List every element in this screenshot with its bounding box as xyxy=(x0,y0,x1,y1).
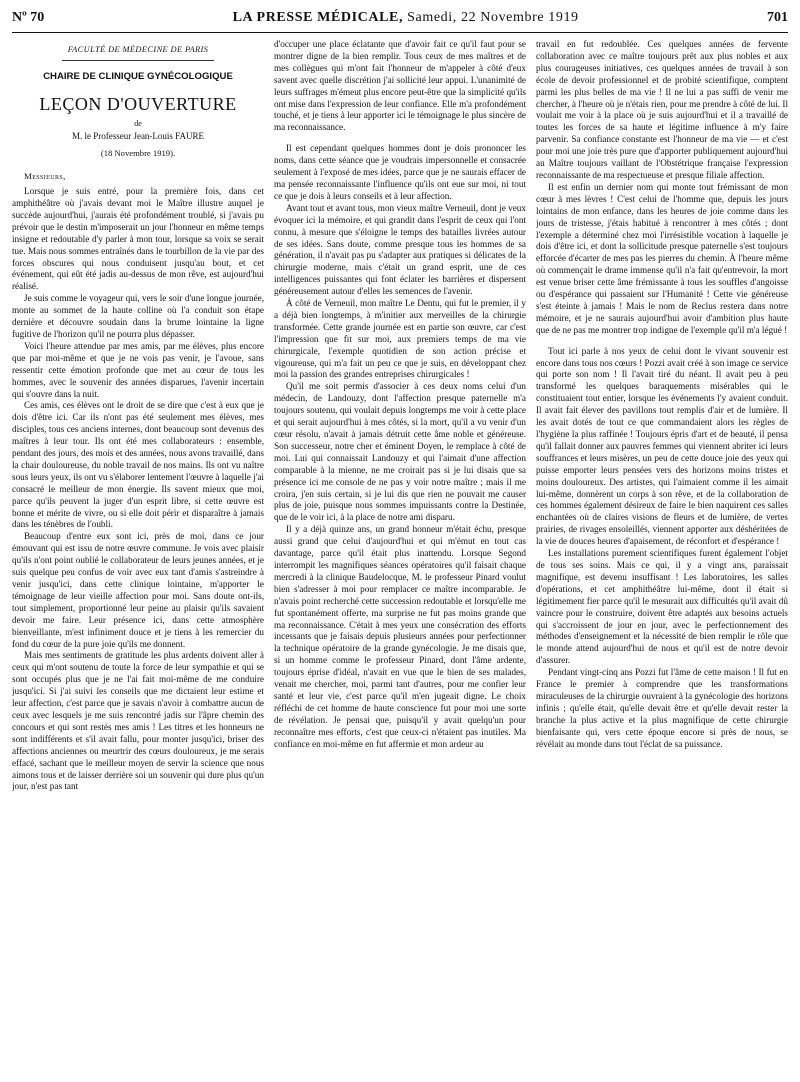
paragraph: Voici l'heure attendue par mes amis, par me élèves, plus encore que par moi-même et que je ne vois pas venir, je l'avoue, sans ressentir cette émotion profonde que met au cœur de tous les hommes, avec le souvenir des années disparues, l'avenir incertain qui s'ouvre dans la nuit. xyxy=(12,340,264,399)
column-1 xyxy=(12,39,264,1079)
issue-number: Nº 70 xyxy=(12,10,45,25)
paragraph: Avant tout et avant tous, mon vieux maître Verneuil, dont je veux évoquer ici la mémoire, et qui grandit dans l'esprit de ceux qui l'ont connu, à mesure que s'éloigne le temps des batailles livrées autour de ses idées. Sans doute, comme presque tous les hommes de sa génération, il n'avait pas pu s'adapter aux pratiques si délicates de la chirurgie moderne, mais c'était un grand esprit, une de ces intelligences puissantes qui font éclater les barrières et dispersent généreusement autour d'elles les semences de l'avenir. xyxy=(274,202,526,297)
masthead-rule xyxy=(12,32,788,33)
paragraph: Il est enfin un dernier nom qui monte tout frémissant de mon cœur à mes lèvres ! C'est celui de l'homme que, depuis les jours lointains de mon enfance, dans les heures de joie comme dans les jours de tristesse, j'étais habitué à rencontrer à mes côtés ; dont l'exemple a déterminé chez moi l'irrésistible vocation à laquelle je dois d'être ici, et dont la sollicitude presque paternelle s'est toujours efforcée d'écarter de mes pas les pierres du chemin. À l'heure même où commençait le drame immense qu'il n'a fait qu'entrevoir, la mort est venue briser cette âme frémissante à tous les souffles d'angoisse ou d'espérance qui passaient sur l'Humanité ! Cette vie généreuse s'est éteinte à jamais ! Mais le nom de Reclus restera dans notre mémoire, et je ne saurais aujourd'hui avoir d'ambition plus haute que de ne pas me montrer trop indigne de l'exemple qu'il m'a légué ! xyxy=(536,181,788,335)
paragraph: Beaucoup d'entre eux sont ici, près de moi, dans ce jour émouvant qui est issu de notre œuvre commune. Je vois avec plaisir qu'ils n'ont point oublié le collaborateur de leurs jeunes années, et je suis quelque peu confus de voir avec eux tant d'amis s'astreindre à venir jusqu'ici, dans cette clinique lointaine, m'apporter le témoignage de leur vieille affection pour moi. Sans doute ont-ils, tout simplement, proportionné leur peine au plaisir qu'ils savaient devoir me faire. Leur présence ici, dans cette atmosphère bienveillante, m'est infiniment douce et je tiens à les remercier du fond du cœur de la pure joie qu'ils me donnent. xyxy=(12,531,264,649)
professor-name: M. le Professeur Jean-Louis FAURE xyxy=(71,130,205,141)
paragraph: Les installations purement scientifiques furent également l'objet de tous ses soins. Mais ce qui, il y a vingt ans, paraissait magnifique, est devenu insuffisant ! Les laboratoires, les salles d'opérations, et cet amphithéâtre lui-même, dont il était si légitimement fier parce qu'il le mesurait aux difficultés qu'il avait dû vaincre pour le construire, doivent être adaptés aux besoins actuels qui s'accroissent de jour en jour, avec le perfectionnement des méthodes d'enseignement et la nécessité de bien remplir le rôle que le monde attend aujourd'hui de nous et qu'il est de notre devoir d'assurer. xyxy=(536,548,788,666)
paragraph: d'occuper une place éclatante que d'avoir fait ce qu'il faut pour se montrer digne de la bien remplir. Tous ceux de mes maîtres et de mes collègues qui m'ont fait l'honneur de m'appeler à côté d'eux savent avec quelle discrétion j'ai sollicité leur appui. L'unanimité de leurs suffrages m'émeut plus encore peut-être que la simplicité qu'ils ont mise dans l'expression de leur confiance. Elle m'a profondément touché, et je tiens à leur apporter ici le témoignage le plus sincère de ma reconnaissance. xyxy=(274,39,526,133)
paragraph: Mais mes sentiments de gratitude les plus ardents doivent aller à ceux qui m'ont soutenu de toute la force de leur sympathie et qui se sont occupés plus que je ne l'ai fait moi-même de me conduire jusqu'ici. Si j'ai suivi les conseils que me dictaient leur estime et leur affection, c'est parce que je savais n'avoir à combattre aucun de ceux avec lesquels je me suis rencontré jadis sur l'âpre chemin des concours et qui sont restés mes amis ! Les titres et les honneurs ne sont indifférents et s'il avait fallu, pour monter jusqu'ici, briser des affections anciennes ou meurtrir des cœurs douloureux, je me serais effacé, sachant que le meilleur moyen de servir la science que nous aimons tous et de laisser derrière soi un souvenir qui dure plus qu'un jour, n'est pas tant xyxy=(12,650,264,792)
paragraph: Il y a déjà quinze ans, un grand honneur m'était échu, presque aussi grand que celui d'aujourd'hui et qui m'émut en tout cas davantage, parce qu'il était plus inattendu. Lorsque Segond interrompit les magnifiques séances opératoires qu'il faisait chaque mercredi à la clinique Baudelocque, M. le professeur Pinard voulut bien s'adresser à moi pour remplacer ce maître incomparable. Je n'avais point recherché cette succession redoutable et lorsqu'elle me fut spontanément offerte, ma surprise ne fut pas moins grande que ma reconnaissance. C'était à mes yeux une consécration des efforts incessants que je faisais depuis plusieurs années pour perfectionner la technique opératoire de la grande gynécologie. Je me disais que, si un homme comme le professeur Pinard, dont l'âme ardente, toujours éprise d'idéal, n'avait en vue que le bien de ses malades, venait me chercher, moi, parmi tant d'autres, pour me confier leur santé et leur vie, c'est parce qu'il m'en jugeait digne. Le choix réfléchi de cet homme de haute conscience fut pour moi une sorte de révélation. Je pensai que, puisqu'il y avait quelqu'un pour reconnaître mes efforts, c'est que ceux-ci n'étaient pas inutiles. Ma confiance en moi-même en fut affermie et mon ardeur au xyxy=(274,524,526,749)
faculty-heading: FACULTÉ DE MÉDECINE DE PARIS xyxy=(67,45,209,54)
issue-date: Samedi, 22 Novembre 1919 xyxy=(407,10,579,25)
journal-title-line xyxy=(233,10,579,26)
paragraph: Ces amis, ces élèves ont le droit de se dire que c'est à eux que je dois d'être ici. Car ils n'ont pas été seulement mes élèves, mes disciples, tous ces anciens internes, dont beaucoup sont devenus des maîtres à leur tour. Ils ont été mes collaborateurs : ensemble, pendant des jours, des mois et des années, nous avons travaillé, dans la chair douloureuse, du noble travail de nos mains. Ils ont vu naître sous leurs yeux, ils ont vu s'élaborer lentement l'œuvre à laquelle j'ai consacré le meilleur de mon énergie. Ils savent mieux que moi, parce qu'ils peuvent la juger d'un esprit libre, si cette œuvre est bonne et mérite de vivre, ou si elle doit périr et disparaître à jamais dans les ténèbres de l'oubli. xyxy=(12,400,264,530)
paragraph: Il est cependant quelques hommes dont je dois prononcer les noms, dans cette séance que je voudrais impersonnelle et consacrée seulement à l'exposé de mes idées, parce que je ne saurais effacer de ma pensée reconnaissante l'influence qu'ils ont eue sur moi, ni tout ce que je dois à leurs conseils et à leur affection. xyxy=(274,143,526,201)
faculty-divider xyxy=(62,60,213,61)
paragraph: Pendant vingt-cinq ans Pozzi fut l'âme de cette maison ! Il fut en France le premier à comprendre que les transformations miraculeuses de la chirurgie ouvraient à la gynécologie des horizons infinis ; qu'elle était, qu'elle devait être et qu'elle devait rester la branche la plus active et la plus magnifique de cette chirurgie bienfaisante qui, vers cette époque encore si près de nous, se révélait au monde dans tout l'éclat de sa puissance. xyxy=(536,667,788,749)
journal-title: LA PRESSE MÉDICALE, xyxy=(232,10,404,25)
paragraph: Lorsque je suis entré, pour la première fois, dans cet amphithéâtre où j'avais devant moi le Maître illustre auquel je succède aujourd'hui, j'aurais été profondément troublé, si j'avais pu prévoir que le destin m'imposerait un jour l'honneur en même temps insigne et redoutable d'y parler à mon tour, lorsque sa voix se serait tue. Mais nous sommes entraînés dans le tourbillon de la vie par des forces obscures qui nous conduisent jusqu'au bout, et cet événement, qui eût été jadis au-dessus de mon rêve, est aujourd'hui réalisé. xyxy=(12,186,264,292)
paragraph: Tout ici parle à nos yeux de celui dont le vivant souvenir est encore dans tous nos cœurs ! Pozzi avait créé à son image ce service qui porte son nom ! Il l'avait tiré du néant. Il avait peu à peu transformé les quelques baraquements misérables qui le constituaient tout entier, lorsque les événements l'y avaient conduit. Il avait fait élever des pavillons tout remplis d'air et de lumière. Il les avait dotés de tout ce que commandaient alors les règles de l'hygiène la plus raffinée ! Toujours épris d'art et de beauté, il pensa qu'il fallait donner aux pauvres femmes qui viennent abriter ici leurs souffrances et leurs misères, un peu de cette douce joie des yeux qui puisse emporter leurs pensées vers des horizons moins tristes et moins douloureux. Des artistes, qui l'aimaient comme il les aimait lui-même, donnèrent un corps à son rêve, et de la collaboration de ces hommes également désireux de faire le bien naquirent ces salles enchantées où de claires visions de fleurs et de lumière, de vertes prairies, de rivages ensoleillés, viennent apporter aux déshéritées de la vie de douces heures d'apaisement, de réconfort et d'espérance ! xyxy=(536,345,788,547)
paragraph: À côté de Verneuil, mon maître Le Dentu, qui fut le premier, il y a déjà bien longtemps, à m'initier aux merveilles de la chirurgie transformée. Cette grande journée est en partie son œuvre, car c'est l'impression que fit sur moi, aux premiers temps de ma vie chirurgicale, l'exemple quotidien de son action précise et vigoureuse, qui m'a fait un peu ce que je suis, en développant chez moi la passion des grandes entreprises chirurgicales ! xyxy=(274,298,526,380)
lecture-title: LEÇON D'OUVERTURE xyxy=(39,94,237,115)
chaire-heading: CHAIRE DE CLINIQUE GYNÉCOLOGIQUE xyxy=(43,70,233,82)
lecture-date: (18 Novembre 1919). xyxy=(100,147,176,158)
article-columns xyxy=(12,39,788,1079)
column-2 xyxy=(274,39,526,1079)
paragraph: Qu'il me soit permis d'associer à ces deux noms celui d'un médecin, de Landouzy, dont l'affection presque paternelle m'a toujours soutenu, qui voulait depuis longtemps me voir à cette place et qui serait aujourd'hui à mes côtés, si la mort, qu'il a vu venir d'un cœur résolu, n'avait à jamais détruit cette âme noble et généreuse. Son successeur, notre cher et éminent Doyen, le remplace à côté de moi. Lui qui connaissait Landouzy et qui l'aimait d'une affection comparable à la mienne, ne me croirait pas si je lui disais que sa présence ici me console de ne pas y voir notre maître ; mais il me croira, j'en suis certain, si je lui dis que rien ne pouvait me causer plus de joie, puisque nous sommes impuissants contre la Destinée, que de le voir ici, à la place de notre ami disparu. xyxy=(274,381,526,523)
title-de: de xyxy=(134,118,142,128)
paragraph: Je suis comme le voyageur qui, vers le soir d'une longue journée, monte au sommet de la haute colline où l'a conduit son étape dernière et découvre soudain dans la brume lointaine la ligne fugitive de l'horizon qu'il ne pourra plus dépasser. xyxy=(12,293,264,339)
masthead xyxy=(12,10,788,28)
page-number: 701 xyxy=(766,10,788,25)
column-3 xyxy=(536,39,788,1079)
salutation: Messieurs, xyxy=(24,170,66,181)
paragraph: travail en fut redoublée. Ces quelques années de fervente collaboration avec ce maître toujours prêt aux plus nobles et aux plus courageuses initiatives, ces quelques années de travail à son école de devoir professionnel et de probité scientifique, comptent parmi les plus belles de ma vie ! Il ne lui a pas suffi de venir me chercher, à l'heure où je n'étais rien, pour me prendre à côté de lui. Il voulait me voir à la place où je suis aujourd'hui et il a travaillé de toutes les forces de sa haute et légitime influence à m'y faire parvenir. Sa confiance constante est l'honneur de ma vie — et c'est pour moi une joie très pure que d'apporter publiquement aujourd'hui au Maître toujours vaillant de l'Obstétrique française l'expression reconnaissante de ma respectueuse et presque filiale affection. xyxy=(536,39,788,180)
